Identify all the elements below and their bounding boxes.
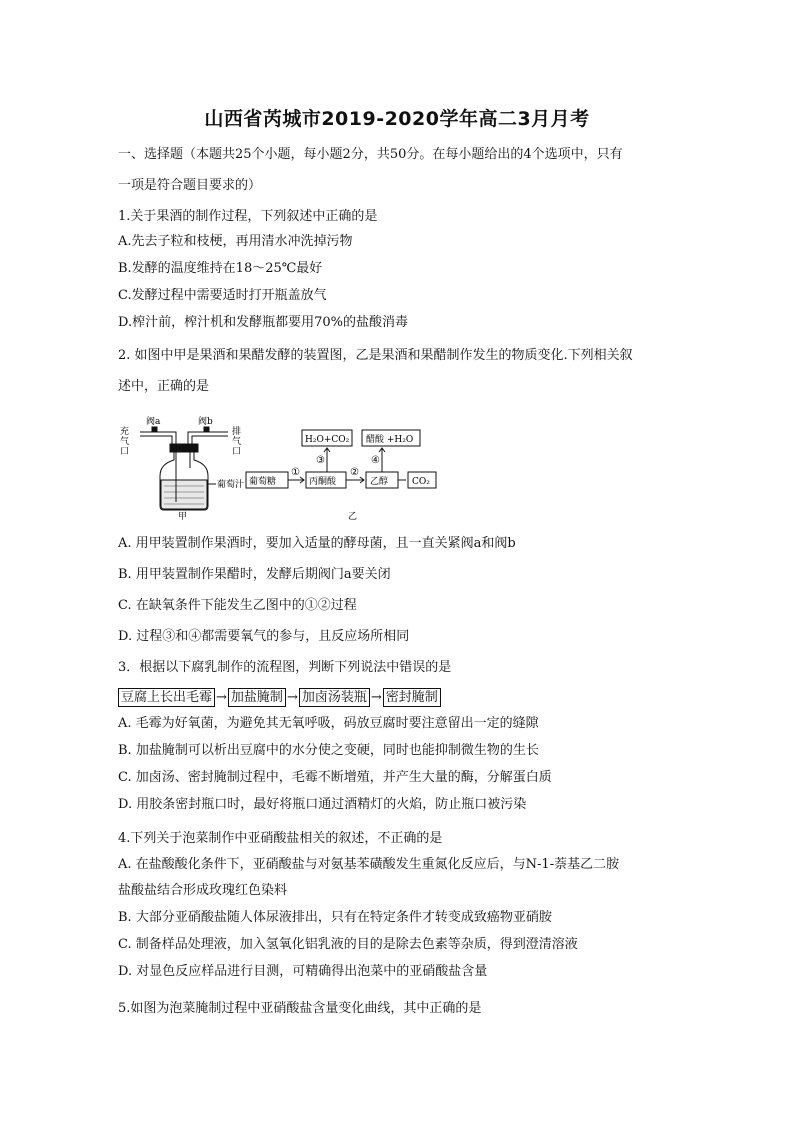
inlet-label-2: 气 [120,437,130,447]
q2-option-a: A. 用甲装置制作果酒时，要加入适量的酵母菌，且一直关紧阀a和阀b [118,536,516,551]
vinegar-label: 醋酸 +H₂O [366,435,414,445]
q1-option-a: A.先去子粒和枝梗，再用清水冲洗掉污物 [118,234,353,249]
jia-label: 甲 [178,512,188,522]
co2-label: CO₂ [412,477,430,487]
q3-flowchart [118,688,441,707]
q2-stem-line2: 述中，正确的是 [118,379,210,394]
q3-stem: 3．根据以下腐乳制作的流程图，判断下列说法中错误的是 [118,660,452,675]
q3-option-d: D. 用胶条密封瓶口时，最好将瓶口通过酒精灯的火焰，防止瓶口被污染 [118,797,527,812]
q4-option-a-line2: 盐酸盐结合形成玫瑰红色染料 [118,883,288,898]
q3-option-c: C. 加卤汤、密封腌制过程中，毛霉不断增殖，并产生大量的酶，分解蛋白质 [118,770,552,785]
outlet-label-1: 排 [232,427,242,437]
flow-arrow-2: → [286,690,298,705]
q3-option-b: B. 加盐腌制可以析出豆腐中的水分使之变硬，同时也能抑制微生物的生长 [118,743,539,758]
valve-a-label: 阀a [146,417,161,427]
q4-option-d: D. 对显色反应样品进行目测，可精确得出泡菜中的亚硝酸盐含量 [118,964,488,979]
page-title: 山西省芮城市2019-2020学年高二3月月考 [204,108,590,130]
h2o-co2-label: H₂O+CO₂ [305,435,350,445]
fermentation-diagram [116,410,446,522]
q1-stem: 1.关于果酒的制作过程，下列叙述中正确的是 [118,209,378,224]
outlet-label-2: 气 [232,437,242,447]
flow-step-3: 加卤汤装瓶 [299,688,370,707]
q4-stem: 4.下列关于泡菜制作中亚硝酸盐相关的叙述，不正确的是 [118,831,443,846]
pyruvate-label: 丙酮酸 [309,477,337,487]
q5-stem: 5.如图为泡菜腌制过程中亚硝酸盐含量变化曲线，其中正确的是 [118,1001,482,1016]
valve-b-label: 阀b [198,417,213,427]
flow-arrow-3: → [370,690,382,705]
section-header-line2: 一项是符合题目要求的） [118,178,262,193]
q1-option-d: D.榨汁前，榨汁机和发酵瓶都要用70%的盐酸消毒 [118,315,408,330]
q1-option-b: B.发酵的温度维持在18～25℃最好 [118,261,323,276]
outlet-label-3: 口 [232,447,242,457]
flow-arrow-1: → [216,690,227,705]
step3-label: ③ [316,455,325,466]
q1-option-c: C.发酵过程中需要适时打开瓶盖放气 [118,288,327,303]
ethanol-label: 乙醇 [370,477,389,487]
glucose-label: 葡萄糖 [249,477,277,487]
step4-label: ④ [371,455,380,466]
q2-option-c: C. 在缺氧条件下能发生乙图中的①②过程 [118,598,357,613]
inlet-label-3: 口 [120,447,130,457]
q4-option-b: B. 大部分亚硝酸盐随人体尿液排出，只有在特定条件才转变成致癌物亚硝胺 [118,910,552,925]
step2-label: ② [350,467,359,478]
fermentation-figure [116,410,446,522]
q2-option-b: B. 用甲装置制作果醋时，发酵后期阀门a要关闭 [118,567,391,582]
q2-option-d: D. 过程③和④都需要氧气的参与，且反应场所相同 [118,629,410,644]
yi-label: 乙 [348,512,358,522]
juice-label: 葡萄汁 [217,480,245,490]
inlet-label-1: 充 [120,427,130,437]
flow-step-2: 加盐腌制 [228,688,286,707]
q4-option-a-line1: A. 在盐酸酸化条件下，亚硝酸盐与对氨基苯磺酸发生重氮化反应后，与N-1-萘基乙二胺 [118,857,620,872]
q4-option-c: C. 制备样品处理液，加入氢氧化铝乳液的目的是除去色素等杂质，得到澄清溶液 [118,937,578,952]
step1-label: ① [291,467,300,478]
q3-option-a: A. 毛霉为好氧菌，为避免其无氧呼吸，码放豆腐时要注意留出一定的缝隙 [118,716,539,731]
section-header-line1: 一、选择题（本题共25个小题，每小题2分，共50分。在每小题给出的4个选项中，只有 [118,147,623,162]
flow-step-1: 豆腐上长出毛霉 [118,688,215,707]
q2-stem-line1: 2. 如图中甲是果酒和果醋发酵的装置图，乙是果酒和果醋制作发生的物质变化.下列相关叙 [118,348,633,363]
fermentation-apparatus [140,427,228,510]
flow-step-4: 密封腌制 [383,688,441,707]
